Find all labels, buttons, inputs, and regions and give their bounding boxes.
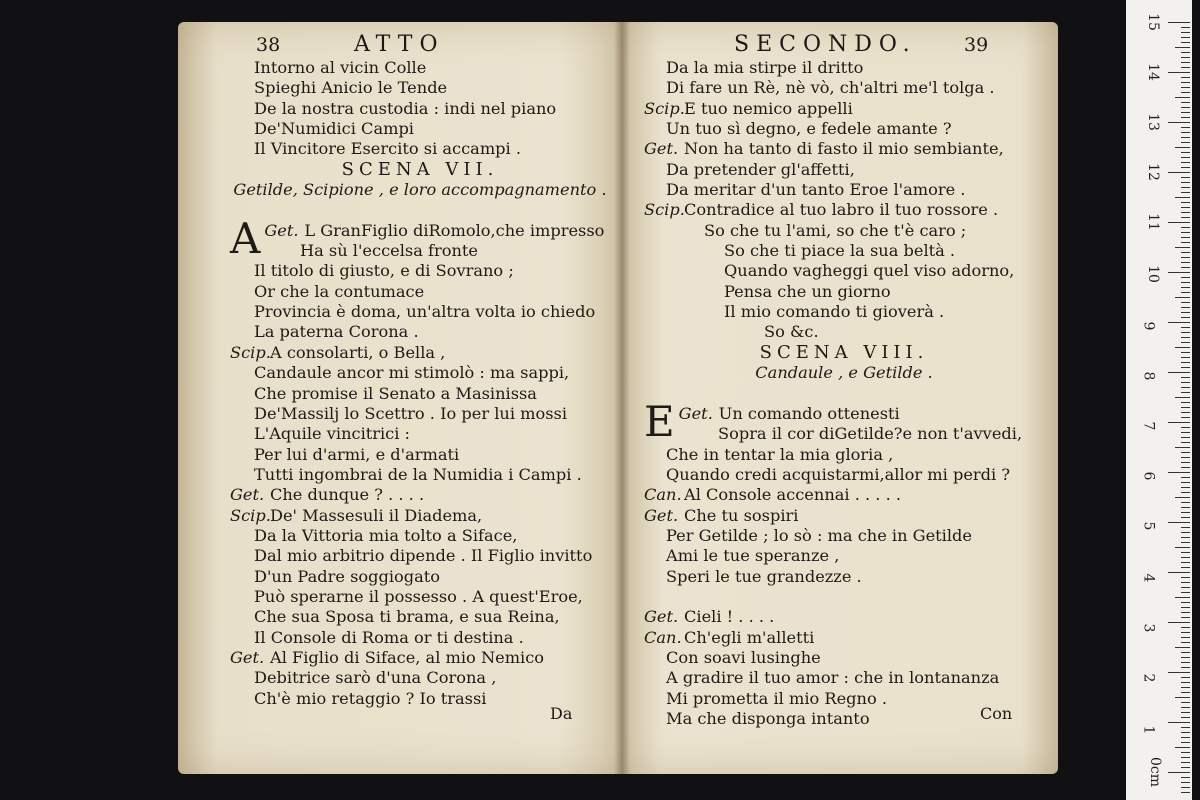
- ruler-tick: [1168, 372, 1190, 373]
- ruler-tick: [1181, 532, 1190, 533]
- ruler-tick: [1181, 412, 1190, 413]
- ruler-tick: [1181, 287, 1190, 288]
- ruler-number: 13: [1144, 113, 1161, 131]
- ruler-tick: [1181, 232, 1190, 233]
- ruler-tick: [1181, 767, 1190, 768]
- ruler-tick: [1181, 587, 1190, 588]
- ruler-tick: [1168, 722, 1190, 723]
- text-line: Da pretender gl'affetti,: [666, 159, 855, 179]
- ruler-tick: [1181, 112, 1190, 113]
- ruler-tick: [1175, 197, 1190, 198]
- ruler-tick: [1181, 282, 1190, 283]
- measuring-ruler: [1126, 0, 1192, 800]
- ruler-tick: [1175, 147, 1190, 148]
- speaker-label: Scip.: [230, 505, 271, 525]
- ruler-tick: [1181, 242, 1190, 243]
- drop-capital: A: [230, 213, 261, 263]
- ruler-tick: [1181, 167, 1190, 168]
- ruler-tick: [1181, 517, 1190, 518]
- ruler-tick: [1181, 492, 1190, 493]
- ruler-tick: [1181, 82, 1190, 83]
- ruler-tick: [1181, 257, 1190, 258]
- ruler-tick: [1181, 327, 1190, 328]
- text-line: Contradice al tuo labro il tuo rossore .: [684, 200, 999, 220]
- ruler-tick: [1181, 377, 1190, 378]
- text-line: L GranFiglio diRomolo,che impresso: [304, 220, 605, 240]
- text-line: Il titolo di giusto, e di Sovrano ;: [254, 261, 514, 281]
- speaker-label: Can.: [644, 485, 682, 505]
- text-line: Di fare un Rè, nè vò, ch'altri me'l tolga .: [666, 78, 995, 98]
- ruler-tick: [1181, 762, 1190, 763]
- ruler-tick: [1168, 72, 1190, 73]
- ruler-number: 5: [1140, 521, 1157, 531]
- text-line: Cieli ! . . . .: [684, 607, 775, 627]
- ruler-tick: [1181, 727, 1190, 728]
- text-line: Ch'è mio retaggio ? Io trassi: [254, 688, 487, 708]
- ruler-tick: [1181, 537, 1190, 538]
- ruler-tick: [1181, 602, 1190, 603]
- text-line: Spieghi Anicio le Tende: [254, 78, 448, 98]
- text-line: De'Massilj lo Scettro . Io per lui mossi: [254, 403, 568, 423]
- text-line: L'Aquile vincitrici :: [254, 424, 411, 444]
- ruler-tick: [1181, 677, 1190, 678]
- text-line: Per Getilde ; lo sò : ma che in Getilde: [666, 525, 972, 545]
- ruler-tick: [1181, 707, 1190, 708]
- ruler-tick: [1181, 627, 1190, 628]
- ruler-tick: [1175, 647, 1190, 648]
- ruler-tick: [1181, 567, 1190, 568]
- ruler-tick: [1181, 542, 1190, 543]
- ruler-number: 11: [1144, 213, 1161, 231]
- ruler-tick: [1181, 202, 1190, 203]
- text-line: Al Console accennai . . . . .: [684, 485, 902, 505]
- ruler-tick: [1181, 552, 1190, 553]
- cast-list: Candaule , e Getilde .: [755, 363, 933, 383]
- ruler-number: 1: [1140, 725, 1157, 735]
- text-line: Tutti ingombrai de la Numidia i Campi .: [254, 464, 582, 484]
- ruler-tick: [1181, 592, 1190, 593]
- text-line: Candaule ancor mi stimolò : ma sappi,: [254, 363, 570, 383]
- text-line: Il Console di Roma or ti destina .: [254, 627, 524, 647]
- ruler-tick: [1181, 477, 1190, 478]
- book-gutter: [614, 22, 630, 774]
- ruler-tick: [1181, 712, 1190, 713]
- ruler-tick: [1181, 512, 1190, 513]
- speaker-label: Get.: [644, 139, 679, 159]
- speaker-label: Scip.: [644, 98, 685, 118]
- ruler-tick: [1175, 347, 1190, 348]
- ruler-tick: [1175, 597, 1190, 598]
- text-line: Ch'egli m'alletti: [684, 627, 815, 647]
- ruler-tick: [1181, 317, 1190, 318]
- speaker-label: Get.: [678, 403, 713, 423]
- ruler-tick: [1181, 407, 1190, 408]
- ruler-tick: [1181, 437, 1190, 438]
- text-line: Al Figlio di Siface, al mio Nemico: [270, 647, 545, 667]
- spacer: [644, 587, 1044, 607]
- ruler-tick: [1181, 217, 1190, 218]
- ruler-tick: [1181, 127, 1190, 128]
- ruler-tick: [1181, 137, 1190, 138]
- ruler-tick: [1181, 312, 1190, 313]
- ruler-tick: [1181, 367, 1190, 368]
- ruler-tick: [1175, 397, 1190, 398]
- ruler-tick: [1181, 667, 1190, 668]
- text-line: Può sperarne il possesso . A quest'Eroe,: [254, 586, 583, 606]
- text-line: Sopra il cor diGetilde?e non t'avvedi,: [718, 424, 1023, 444]
- ruler-tick: [1168, 572, 1190, 573]
- ruler-number: 9: [1140, 321, 1157, 331]
- ruler-tick: [1181, 162, 1190, 163]
- ruler-tick: [1181, 32, 1190, 33]
- ruler-tick: [1181, 107, 1190, 108]
- ruler-tick: [1181, 207, 1190, 208]
- ruler-number: 3: [1140, 623, 1157, 633]
- text-line: Che promise il Senato a Masinissa: [254, 383, 537, 403]
- ruler-tick: [1181, 292, 1190, 293]
- ruler-tick: [1168, 22, 1190, 23]
- ruler-number: 2: [1140, 673, 1157, 683]
- ruler-tick: [1181, 442, 1190, 443]
- ruler-tick: [1175, 247, 1190, 248]
- ruler-tick: [1175, 97, 1190, 98]
- ruler-tick: [1181, 607, 1190, 608]
- ruler-tick: [1181, 187, 1190, 188]
- text-line: Ha sù l'eccelsa fronte: [300, 241, 478, 261]
- text-line: Speri le tue grandezze .: [666, 566, 862, 586]
- text-line: Pensa che un giorno: [724, 281, 891, 301]
- ruler-tick: [1181, 37, 1190, 38]
- ruler-tick: [1181, 357, 1190, 358]
- ruler-tick: [1181, 307, 1190, 308]
- ruler-tick: [1181, 152, 1190, 153]
- text-line: Quando credi acquistarmi,allor mi perdi ?: [666, 464, 1011, 484]
- text-line: A consolarti, o Bella ,: [270, 342, 446, 362]
- speaker-label: Scip.: [230, 342, 271, 362]
- ruler-tick: [1168, 772, 1190, 773]
- ruler-tick: [1181, 752, 1190, 753]
- ruler-tick: [1181, 392, 1190, 393]
- ruler-tick: [1181, 582, 1190, 583]
- ruler-tick: [1181, 467, 1190, 468]
- ruler-tick: [1181, 482, 1190, 483]
- text-line: Che in tentar la mia gloria ,: [666, 444, 894, 464]
- ruler-tick: [1175, 747, 1190, 748]
- ruler-tick: [1181, 87, 1190, 88]
- ruler-tick: [1181, 142, 1190, 143]
- ruler-tick: [1181, 652, 1190, 653]
- ruler-tick: [1181, 502, 1190, 503]
- speaker-label: Get.: [230, 485, 265, 505]
- ruler-tick: [1181, 632, 1190, 633]
- ruler-tick: [1181, 557, 1190, 558]
- speaker-label: Get.: [264, 220, 299, 240]
- ruler-tick: [1168, 622, 1190, 623]
- ruler-tick: [1175, 47, 1190, 48]
- ruler-tick: [1181, 92, 1190, 93]
- spacer: [644, 384, 1044, 404]
- ruler-tick: [1175, 497, 1190, 498]
- speaker-label: Can.: [644, 627, 682, 647]
- ruler-tick: [1175, 447, 1190, 448]
- ruler-tick: [1168, 172, 1190, 173]
- ruler-tick: [1181, 177, 1190, 178]
- text-line: So che ti piace la sua beltà .: [724, 241, 956, 261]
- speaker-label: Scip.: [644, 200, 685, 220]
- ruler-tick: [1181, 452, 1190, 453]
- ruler-tick: [1181, 387, 1190, 388]
- ruler-tick: [1181, 662, 1190, 663]
- ruler-tick: [1168, 272, 1190, 273]
- ruler-tick: [1181, 182, 1190, 183]
- ruler-number: 15: [1144, 13, 1161, 31]
- page-number: 38: [256, 34, 281, 56]
- text-line: De' Massesuli il Diadema,: [270, 505, 483, 525]
- ruler-number: 0cm: [1147, 756, 1164, 788]
- spacer: [230, 200, 610, 220]
- ruler-tick: [1181, 77, 1190, 78]
- ruler-tick: [1181, 657, 1190, 658]
- ruler-tick: [1168, 322, 1190, 323]
- text-line: La paterna Corona .: [254, 322, 419, 342]
- text-line: De'Numidici Campi: [254, 119, 414, 139]
- ruler-tick: [1181, 692, 1190, 693]
- ruler-tick: [1181, 617, 1190, 618]
- speaker-label: Get.: [230, 647, 265, 667]
- ruler-tick: [1168, 122, 1190, 123]
- ruler-tick: [1181, 337, 1190, 338]
- catchword: Con: [980, 704, 1013, 723]
- ruler-number: 14: [1144, 63, 1161, 81]
- text-line: So &c.: [764, 322, 819, 342]
- text-block: [644, 58, 1044, 729]
- ruler-tick: [1175, 547, 1190, 548]
- ruler-tick: [1181, 102, 1190, 103]
- text-line: Il mio comando ti gioverà .: [724, 302, 945, 322]
- ruler-tick: [1181, 462, 1190, 463]
- ruler-tick: [1181, 52, 1190, 53]
- ruler-number: 10: [1144, 265, 1161, 283]
- text-line: Che sua Sposa ti brama, e sua Reina,: [254, 607, 560, 627]
- ruler-number: 4: [1140, 573, 1157, 583]
- ruler-number: 7: [1140, 421, 1157, 431]
- ruler-tick: [1181, 302, 1190, 303]
- drop-capital: E: [644, 396, 675, 446]
- ruler-tick: [1168, 222, 1190, 223]
- ruler-tick: [1181, 682, 1190, 683]
- text-line: Il Vincitore Esercito si accampi .: [254, 139, 522, 159]
- ruler-tick: [1181, 702, 1190, 703]
- ruler-tick: [1181, 27, 1190, 28]
- ruler-tick: [1181, 782, 1190, 783]
- text-line: So che tu l'ami, so che t'è caro ;: [704, 220, 967, 240]
- text-line: Un tuo sì degno, e fedele amante ?: [666, 119, 952, 139]
- ruler-tick: [1181, 742, 1190, 743]
- ruler-tick: [1181, 157, 1190, 158]
- ruler-tick: [1181, 237, 1190, 238]
- text-line: Che tu sospiri: [684, 505, 799, 525]
- ruler-tick: [1168, 422, 1190, 423]
- ruler-tick: [1181, 787, 1190, 788]
- ruler-tick: [1181, 67, 1190, 68]
- ruler-tick: [1181, 757, 1190, 758]
- text-line: Da la Vittoria mia tolto a Siface,: [254, 525, 518, 545]
- ruler-tick: [1181, 332, 1190, 333]
- ruler-tick: [1181, 277, 1190, 278]
- ruler-tick: [1181, 612, 1190, 613]
- catchword: Da: [550, 704, 573, 723]
- ruler-tick: [1181, 267, 1190, 268]
- ruler-tick: [1168, 672, 1190, 673]
- speaker-label: Get.: [644, 505, 679, 525]
- text-line: Non ha tanto di fasto il mio sembiante,: [684, 139, 1004, 159]
- ruler-tick: [1181, 527, 1190, 528]
- ruler-tick: [1181, 192, 1190, 193]
- text-block: [230, 58, 610, 709]
- text-line: Debitrice sarò d'una Corona ,: [254, 668, 497, 688]
- ruler-tick: [1181, 717, 1190, 718]
- text-line: A gradire il tuo amor : che in lontananza: [666, 668, 1000, 688]
- scene-heading: SCENA VIII.: [759, 341, 929, 363]
- ruler-tick: [1181, 687, 1190, 688]
- ruler-tick: [1181, 777, 1190, 778]
- text-line: Quando vagheggi quel viso adorno,: [724, 261, 1015, 281]
- scene-heading: SCENA VII.: [341, 158, 499, 180]
- ruler-tick: [1168, 472, 1190, 473]
- left-page: [178, 22, 622, 774]
- text-line: Un comando ottenesti: [718, 403, 900, 423]
- page-number: 39: [964, 34, 989, 56]
- ruler-tick: [1181, 57, 1190, 58]
- ruler-tick: [1181, 792, 1190, 793]
- open-book: [178, 22, 1058, 774]
- cast-list: Getilde, Scipione , e loro accompagnamento .: [233, 180, 607, 200]
- ruler-number: 12: [1144, 163, 1161, 181]
- text-line: Ami le tue speranze ,: [666, 546, 840, 566]
- ruler-tick: [1175, 697, 1190, 698]
- ruler-tick: [1181, 62, 1190, 63]
- ruler-number: 8: [1140, 371, 1157, 381]
- ruler-tick: [1181, 132, 1190, 133]
- text-line: Mi prometta il mio Regno .: [666, 688, 887, 708]
- right-page: [622, 22, 1058, 774]
- ruler-tick: [1168, 522, 1190, 523]
- running-header: ATTO: [354, 32, 445, 57]
- ruler-tick: [1181, 432, 1190, 433]
- text-line: Provincia è doma, un'altra volta io chiedo: [254, 302, 596, 322]
- ruler-tick: [1181, 562, 1190, 563]
- ruler-tick: [1181, 362, 1190, 363]
- text-line: Con soavi lusinghe: [666, 647, 821, 667]
- ruler-tick: [1181, 577, 1190, 578]
- ruler-tick: [1181, 212, 1190, 213]
- ruler-tick: [1181, 507, 1190, 508]
- running-header: SECONDO.: [734, 32, 917, 57]
- text-line: Da meritar d'un tanto Eroe l'amore .: [666, 180, 966, 200]
- text-line: D'un Padre soggiogato: [254, 566, 441, 586]
- ruler-tick: [1181, 252, 1190, 253]
- ruler-number: 6: [1140, 471, 1157, 481]
- ruler-tick: [1181, 427, 1190, 428]
- text-line: De la nostra custodia : indi nel piano: [254, 98, 557, 118]
- text-line: Ma che disponga intanto: [666, 709, 870, 728]
- text-line: Or che la contumace: [254, 281, 425, 301]
- ruler-tick: [1181, 382, 1190, 383]
- ruler-tick: [1181, 117, 1190, 118]
- speaker-label: Get.: [644, 607, 679, 627]
- ruler-tick: [1181, 457, 1190, 458]
- text-line: Per lui d'armi, e d'armati: [254, 444, 460, 464]
- ruler-tick: [1181, 732, 1190, 733]
- ruler-tick: [1181, 262, 1190, 263]
- text-line: Che dunque ? . . . .: [270, 485, 425, 505]
- ruler-tick: [1181, 417, 1190, 418]
- ruler-tick: [1181, 342, 1190, 343]
- ruler-tick: [1181, 637, 1190, 638]
- ruler-tick: [1175, 297, 1190, 298]
- ruler-tick: [1181, 487, 1190, 488]
- ruler-tick: [1181, 402, 1190, 403]
- ruler-tick: [1181, 42, 1190, 43]
- text-line: Da la mia stirpe il dritto: [666, 58, 864, 77]
- ruler-tick: [1181, 737, 1190, 738]
- text-line: E tuo nemico appelli: [684, 98, 853, 118]
- ruler-tick: [1181, 227, 1190, 228]
- ruler-tick: [1181, 352, 1190, 353]
- ruler-tick: [1181, 642, 1190, 643]
- text-line: Intorno al vicin Colle: [254, 58, 427, 77]
- text-line: Dal mio arbitrio dipende . Il Figlio invitto: [254, 546, 593, 566]
